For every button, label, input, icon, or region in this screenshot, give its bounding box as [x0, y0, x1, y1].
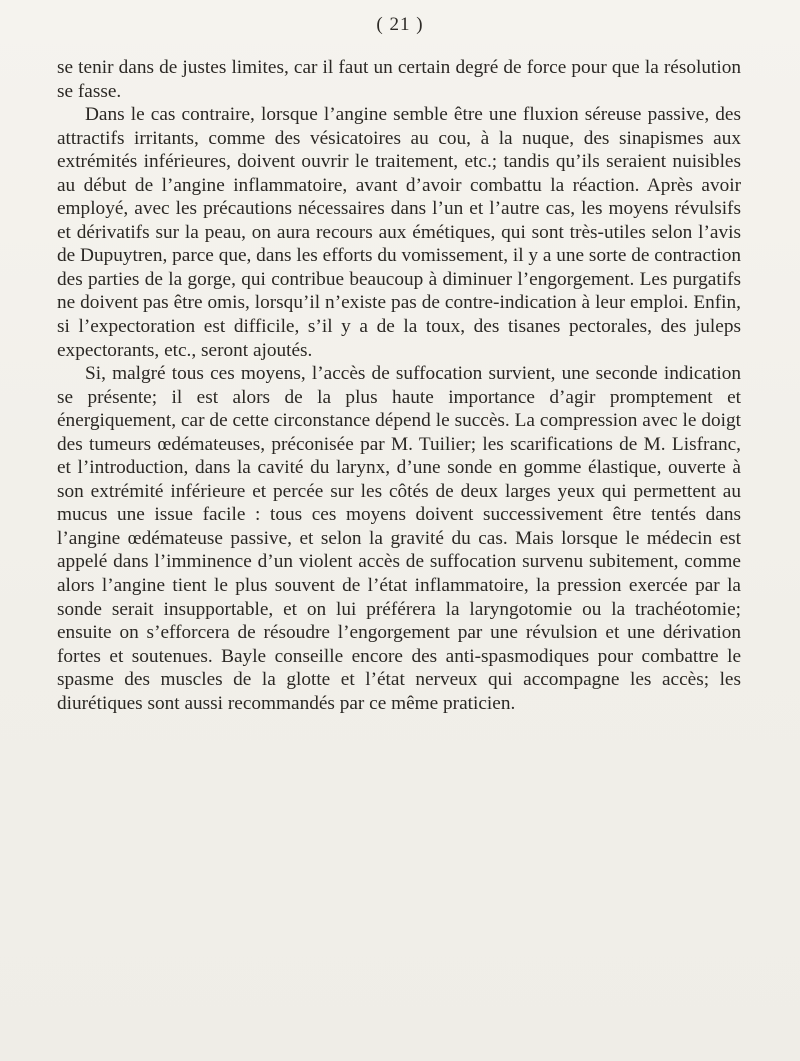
paragraph-treatment-passive-angina: Dans le cas contraire, lorsque l’angine semble être une fluxion séreuse passive, des attractifs irritants, comme des vésicatoires au cou, à la nuque, des sinapismes aux extrémités inférieures, doivent ouvrir le traitement, etc.; tandis qu’ils seraient nuisibles au début de l’angine inflammatoire, avant d’avoir combattu la réaction. Après avoir employé, avec les précautions nécessaires dans l’un et l’autre cas, les moyens révulsifs et dérivatifs sur la peau, on aura recours aux émétiques, qui sont très-utiles selon l’avis de Dupuytren, parce que, dans les efforts du vomissement, il y a une sorte de contraction des parties de la gorge, qui contribue beaucoup à diminuer l’engorgement. Les purgatifs ne doivent pas être omis, lorsqu’il n’existe pas de contre-indication à leur emploi. Enfin, si l’expectoration est difficile, s’il y a de la toux, des tisanes pectorales, des juleps expectorants, etc., seront ajoutés.	[57, 104, 741, 361]
page-number: ( 21 )	[376, 14, 424, 35]
body-text	[57, 56, 741, 715]
paragraph-suffocation-indication: Si, malgré tous ces moyens, l’accès de suffocation survient, une seconde indication se présente; il est alors de la plus haute importance d’agir promptement et énergiquement, car de cette circonstance dépend le succès. La compression avec le doigt des tumeurs œdémateuses, préconisée par M. Tuilier; les scarifications de M. Lisfranc, et l’introduction, dans la cavité du larynx, d’une sonde en gomme élastique, ouverte à son extrémité inférieure et percée sur les côtés de deux larges yeux qui permettent au mucus une issue facile : tous ces moyens doivent successivement être tentés dans l’angine œdémateuse passive, et selon la gravité du cas. Mais lorsque le médecin est appelé dans l’imminence d’un violent accès de suffocation survenu subitement, comme alors l’angine tient le plus souvent de l’état inflammatoire, la pression exercée par la sonde serait insupportable, et on lui préférera la laryngotomie ou la trachéotomie; ensuite on s’efforcera de résoudre l’engorgement par une révulsion et une dérivation fortes et soutenues. Bayle conseille encore des anti-spasmodiques pour combattre le spasme des muscles de la glotte et l’état nerveux qui accompagne les accès; les diurétiques sont aussi recommandés par ce même praticien.	[57, 363, 741, 714]
paragraph-continuation: se tenir dans de justes limites, car il faut un certain degré de force pour que la résolution se fasse.	[57, 57, 741, 102]
